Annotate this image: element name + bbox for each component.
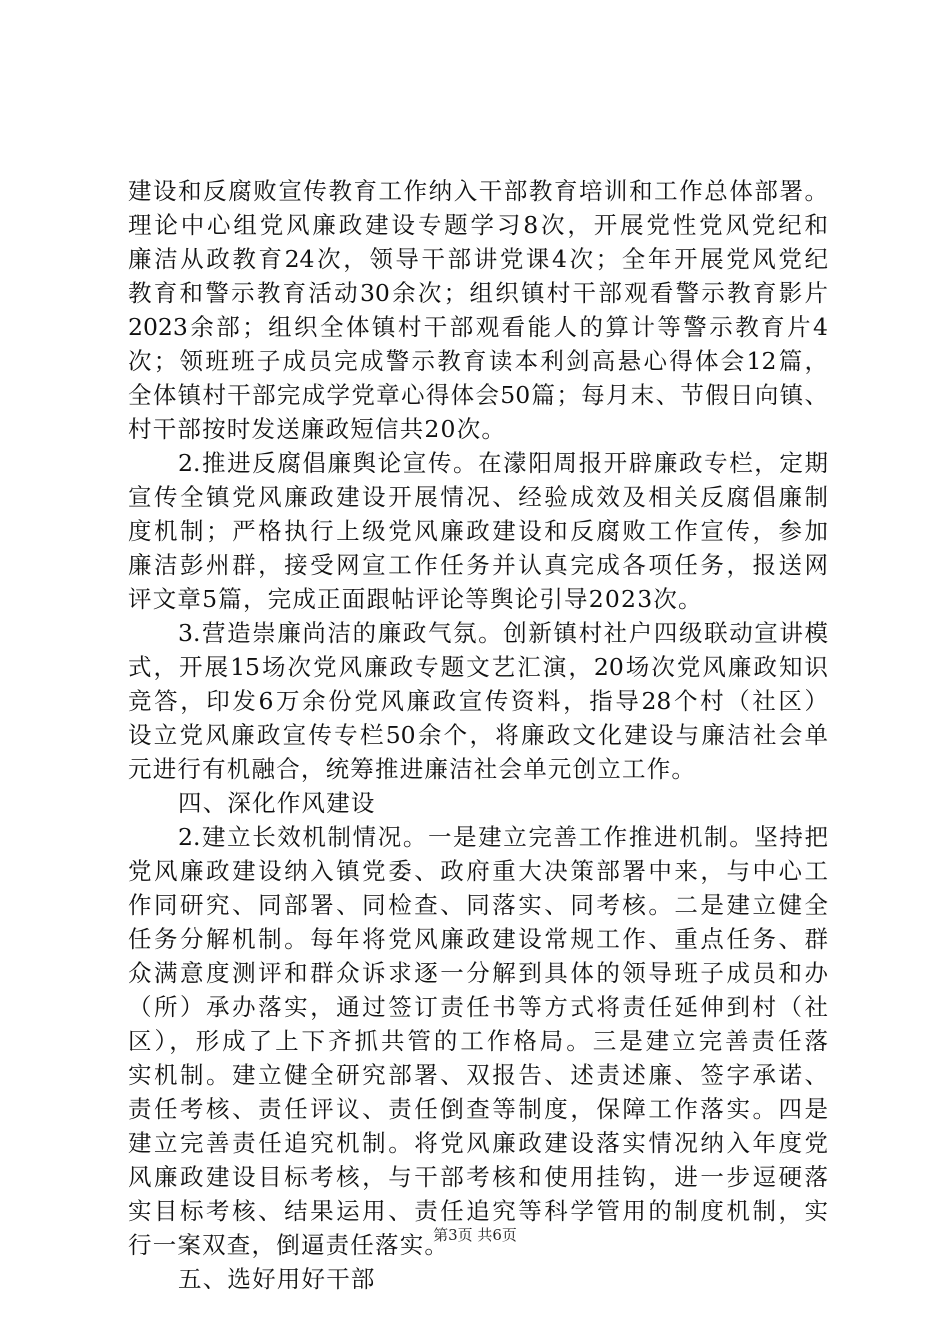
body-line: 教育和警示教育活动30余次；组织镇村干部观看警示教育影片 <box>128 279 828 307</box>
section-heading: 四、深化作风建设 <box>178 789 376 817</box>
body-line: 评文章5篇，完成正面跟帖评论等舆论引导2023次。 <box>128 585 703 613</box>
body-line: 式，开展15场次党风廉政专题文艺汇演，20场次党风廉政知识 <box>128 653 828 681</box>
body-line: 行一案双查，倒逼责任落实。 <box>128 1231 450 1259</box>
body-line: （所）承办落实，通过签订责任书等方式将责任延伸到村（社 <box>128 993 828 1021</box>
body-line: 设立党风廉政宣传专栏50余个，将廉政文化建设与廉洁社会单 <box>128 721 828 749</box>
body-line: 区），形成了上下齐抓共管的工作格局。三是建立完善责任落 <box>128 1027 828 1055</box>
body-line: 度机制；严格执行上级党风廉政建设和反腐败工作宣传，参加 <box>128 517 828 545</box>
section-heading: 五、选好用好干部 <box>178 1265 376 1293</box>
page-number-footer: 第3页 共6页 <box>433 1226 517 1244</box>
body-line: 村干部按时发送廉政短信共20次。 <box>128 415 507 443</box>
body-line: 宣传全镇党风廉政建设开展情况、经验成效及相关反腐倡廉制 <box>128 483 828 511</box>
document-body <box>128 174 828 1296</box>
body-line: 全体镇村干部完成学党章心得体会50篇；每月末、节假日向镇、 <box>128 381 828 409</box>
body-line: 建立完善责任追究机制。将党风廉政建设落实情况纳入年度党 <box>128 1129 828 1157</box>
body-line: 实机制。建立健全研究部署、双报告、述责述廉、签字承诺、 <box>128 1061 828 1089</box>
body-line: 党风廉政建设纳入镇党委、政府重大决策部署中来，与中心工 <box>128 857 828 885</box>
body-line: 众满意度测评和群众诉求逐一分解到具体的领导班子成员和办 <box>128 959 828 987</box>
body-line: 实目标考核、结果运用、责任追究等科学管用的制度机制，实 <box>128 1197 828 1225</box>
body-line: 次；领班班子成员完成警示教育读本利剑高悬心得体会12篇， <box>128 347 828 375</box>
body-line: 风廉政建设目标考核，与干部考核和使用挂钩，进一步逗硬落 <box>128 1163 828 1191</box>
body-line: 建设和反腐败宣传教育工作纳入干部教育培训和工作总体部署。 <box>128 177 828 205</box>
body-line: 作同研究、同部署、同检查、同落实、同考核。二是建立健全 <box>128 891 828 919</box>
body-line: 廉洁彭州群，接受网宣工作任务并认真完成各项任务，报送网 <box>128 551 828 579</box>
body-line: 责任考核、责任评议、责任倒查等制度，保障工作落实。四是 <box>128 1095 828 1123</box>
body-line: 理论中心组党风廉政建设专题学习8次，开展党性党风党纪和 <box>128 211 828 239</box>
body-line: 任务分解机制。每年将党风廉政建设常规工作、重点任务、群 <box>128 925 828 953</box>
body-line: 2023余部；组织全体镇村干部观看能人的算计等警示教育片4 <box>128 313 828 341</box>
paragraph-first-line: 2.建立长效机制情况。一是建立完善工作推进机制。坚持把 <box>178 823 828 851</box>
paragraph-first-line: 2.推进反腐倡廉舆论宣传。在濛阳周报开辟廉政专栏，定期 <box>178 449 828 477</box>
body-line: 竞答，印发6万余份党风廉政宣传资料，指导28个村（社区） <box>128 687 828 715</box>
body-line: 廉洁从政教育24次，领导干部讲党课4次；全年开展党风党纪 <box>128 245 828 273</box>
paragraph-first-line: 3.营造崇廉尚洁的廉政气氛。创新镇村社户四级联动宣讲模 <box>178 619 828 647</box>
body-line: 元进行有机融合，统筹推进廉洁社会单元创立工作。 <box>128 755 697 783</box>
